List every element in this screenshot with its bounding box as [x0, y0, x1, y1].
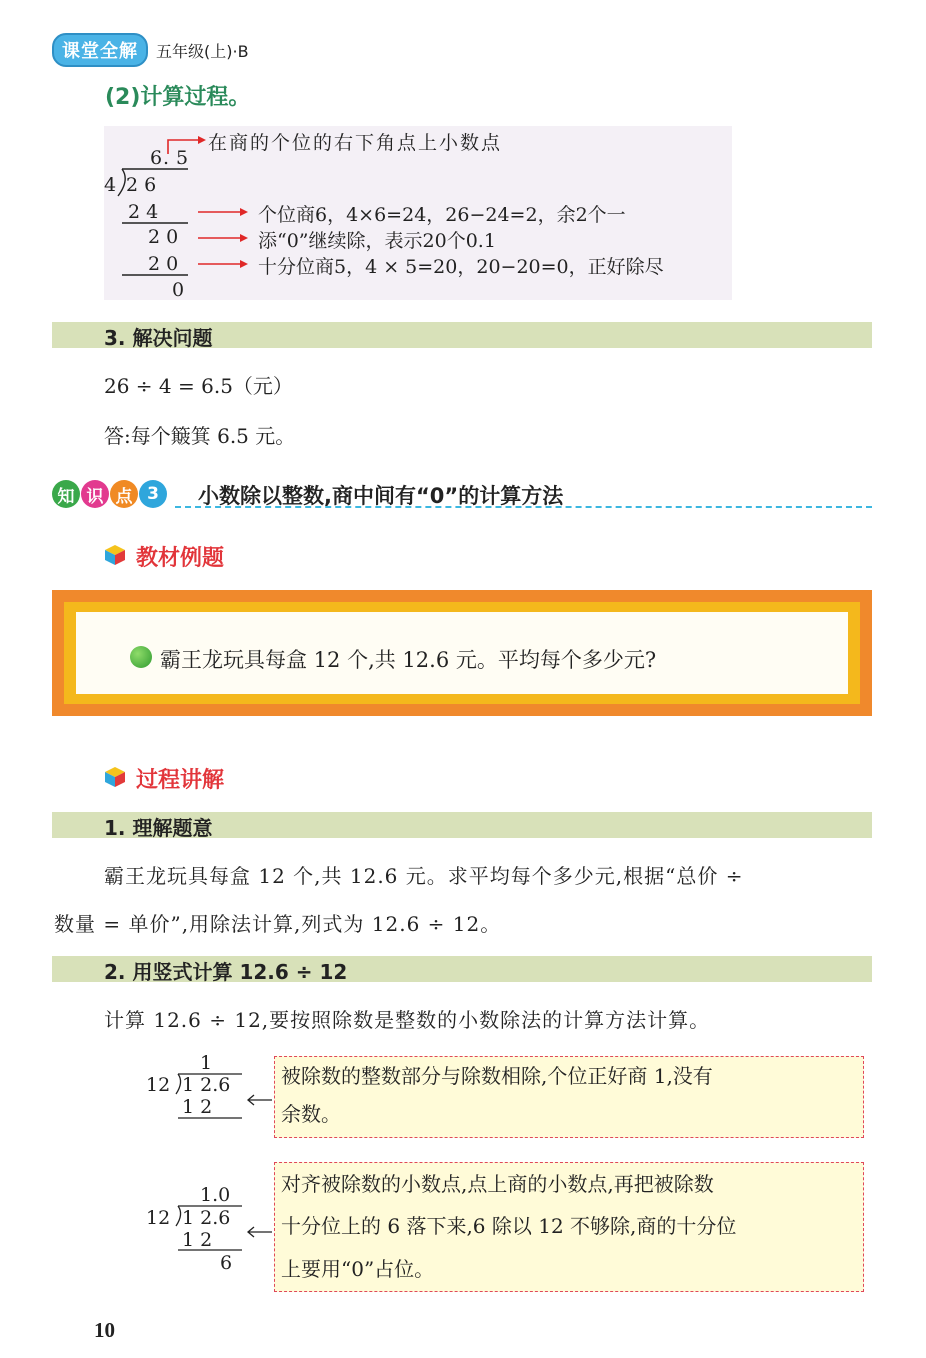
part3-heading: 3. 解决问题	[104, 326, 213, 350]
red-arrows	[196, 200, 252, 280]
badge-shi: 识	[81, 480, 109, 508]
example-heading: 教材例题	[136, 546, 225, 571]
step-3: 2 0	[148, 253, 179, 275]
knowledge-divider	[175, 506, 872, 508]
page-number: 10	[94, 1318, 115, 1342]
brand-logo: 课堂全解	[52, 33, 148, 67]
div2a-note	[274, 1056, 864, 1138]
div2a-step: 1 2	[182, 1096, 213, 1118]
div2b-note	[274, 1162, 864, 1292]
step2-line: 计算 12.6 ÷ 12,要按照除数是整数的小数除法的计算方法计算。	[104, 1008, 711, 1032]
div2b-note-line3: 上要用“0”占位。	[281, 1257, 435, 1281]
div2b-remainder: 6	[220, 1252, 233, 1274]
div2b-step: 1 2	[182, 1229, 213, 1251]
note-1: 个位商6，4×6=24，26−24=2，余2个一	[258, 204, 626, 226]
cube-icon	[104, 544, 126, 566]
note-top: 在商的个位的右下角点上小数点	[208, 132, 503, 154]
part3-answer: 答:每个簸箕 6.5 元。	[104, 424, 296, 448]
div2b-divisor: 12	[146, 1207, 171, 1229]
quotient-dec: 5	[176, 147, 189, 169]
dividend-1: 2 6	[126, 174, 157, 196]
note-3: 十分位商5，4 × 5=20，20−20=0，正好除尽	[258, 256, 664, 278]
step-2: 2 0	[148, 226, 179, 248]
book-brand	[52, 36, 249, 64]
part3-equation: 26 ÷ 4 = 6.5（元）	[104, 374, 293, 398]
badge-zhi: 知	[52, 480, 80, 508]
div2b-dividend: 1 2.6	[182, 1207, 231, 1229]
step1-heading: 1. 理解题意	[104, 816, 213, 840]
cube-icon	[104, 766, 126, 788]
div2a-note-line1: 被除数的整数部分与除数相除,个位正好商 1,没有	[281, 1064, 713, 1088]
bullet-icon	[130, 646, 152, 668]
quotient-int: 6	[150, 147, 163, 169]
div2a-dividend: 1 2.6	[182, 1074, 231, 1096]
step2-heading: 2. 用竖式计算 12.6 ÷ 12	[104, 960, 348, 984]
div2b-note-line1: 对齐被除数的小数点,点上商的小数点,再把被除数	[281, 1172, 714, 1196]
example-problem: 霸王龙玩具每盒 12 个,共 12.6 元。平均每个多少元?	[160, 648, 657, 672]
div2a-lines	[170, 1068, 280, 1124]
knowledge-title: 小数除以整数,商中间有“0”的计算方法	[198, 484, 564, 508]
badge-number: 3	[139, 480, 167, 508]
remainder-1: 0	[172, 279, 185, 301]
div2a-quotient: 1	[200, 1052, 213, 1074]
note-2: 添“0”继续除，表示20个0.1	[258, 230, 496, 252]
section-title: (2)计算过程。	[105, 85, 251, 110]
step-1: 2 4	[128, 201, 159, 223]
grade-label: 五年级(上)·B	[156, 41, 249, 61]
div2a-note-line2: 余数。	[281, 1102, 341, 1126]
badge-dian: 点	[110, 480, 138, 508]
div2b-lines	[170, 1200, 280, 1256]
knowledge-badges	[52, 480, 167, 508]
process-heading: 过程讲解	[136, 768, 225, 793]
step1-line2: 数量 = 单价”,用除法计算,列式为 12.6 ÷ 12。	[54, 912, 502, 936]
div2b-note-line2: 十分位上的 6 落下来,6 除以 12 不够除,商的十分位	[281, 1214, 737, 1238]
step1-line1: 霸王龙玩具每盒 12 个,共 12.6 元。求平均每个多少元,根据“总价 ÷	[104, 864, 744, 888]
div2b-quotient: 1.0	[200, 1184, 231, 1206]
divisor-1: 4	[104, 174, 117, 196]
div2a-divisor: 12	[146, 1074, 171, 1096]
